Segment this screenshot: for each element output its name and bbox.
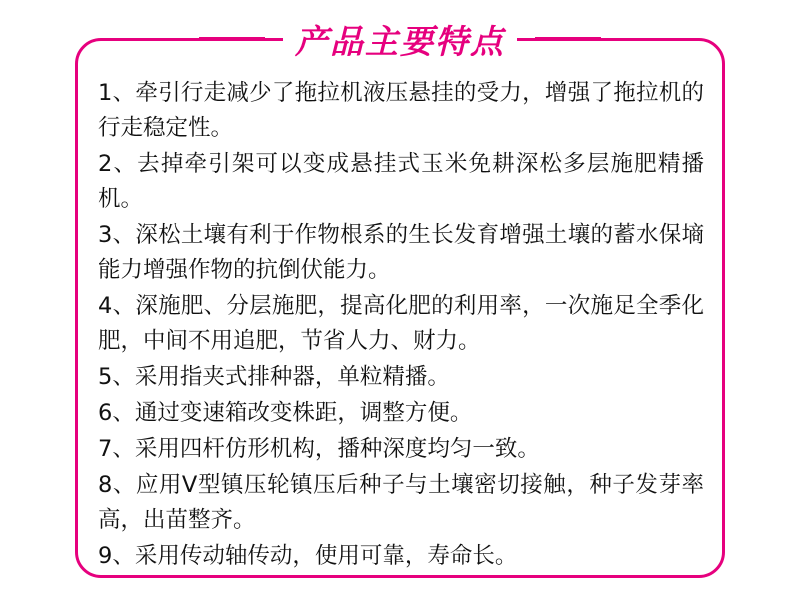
page-title: 产品主要特点: [283, 16, 517, 63]
list-item-text: 去掉牵引架可以变成悬挂式玉米免耕深松多层施肥精播机。: [98, 151, 704, 212]
features-content: [98, 76, 704, 569]
title-rule-right: [535, 37, 601, 41]
title-rule-left: [199, 37, 265, 41]
list-item-text: 采用指夹式排种器，单粒精播。: [134, 364, 450, 390]
list-item-text: 采用传动轴传动，使用可靠，寿命长。: [134, 543, 518, 569]
list-item-text: 深松土壤有利于作物根系的生长发育增强土壤的蓄水保墒能力增强作物的抗倒伏能力。: [98, 222, 704, 283]
list-item-text: 深施肥、分层施肥，提高化肥的利用率，一次施足全季化肥，中间不用追肥，节省人力、财力。: [98, 293, 704, 354]
list-item-text: 采用四杆仿形机构，播种深度均匀一致。: [134, 436, 540, 462]
list-item-number: 5、: [98, 364, 135, 390]
list-item-number: 6、: [98, 400, 135, 426]
poster-title-bar: [0, 10, 800, 68]
feature-list: [98, 76, 704, 574]
list-item-number: 7、: [98, 436, 135, 462]
list-item: [98, 432, 704, 467]
list-item: [98, 360, 704, 395]
list-item-number: 9、: [98, 543, 135, 569]
list-item-number: 4、: [98, 293, 136, 319]
list-item: [98, 468, 704, 538]
list-item-text: 牵引行走减少了拖拉机液压悬挂的受力，增强了拖拉机的行走稳定性。: [98, 80, 704, 141]
list-item-number: 3、: [98, 222, 136, 248]
list-item: [98, 539, 704, 574]
list-item-text: 通过变速箱改变株距，调整方便。: [134, 400, 473, 426]
list-item: [98, 147, 704, 217]
list-item-number: 8、: [98, 472, 136, 498]
list-item: [98, 76, 704, 146]
list-item: [98, 396, 704, 431]
list-item-text: 应用V型镇压轮镇压后种子与土壤密切接触，种子发芽率高，出苗整齐。: [98, 472, 704, 533]
list-item: [98, 289, 704, 359]
list-item: [98, 218, 704, 288]
list-item-number: 2、: [98, 151, 138, 177]
list-item-number: 1、: [98, 80, 136, 106]
